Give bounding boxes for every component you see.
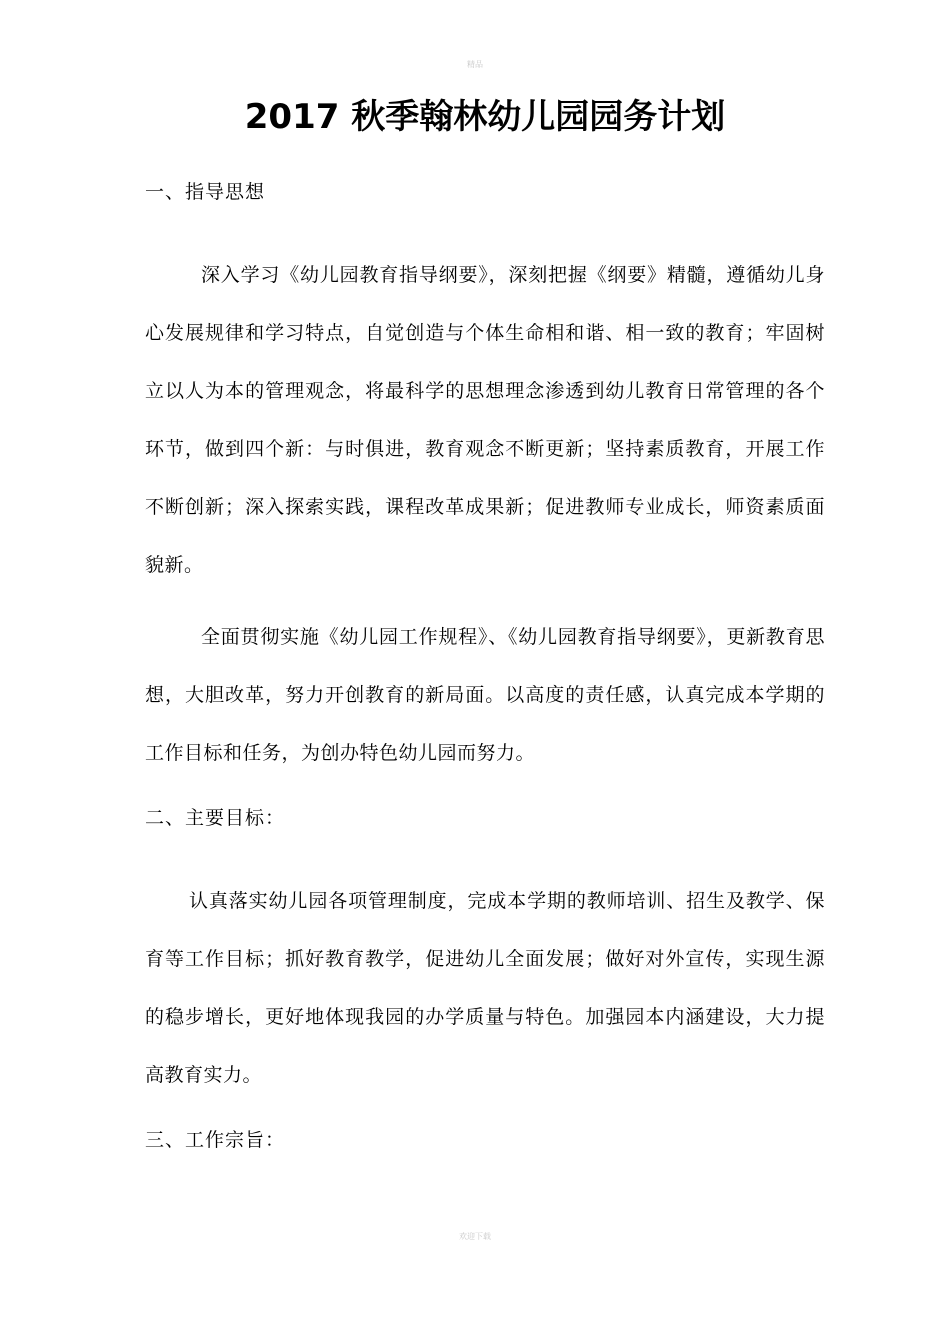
section-heading-main-goals: 二、主要目标：: [145, 807, 286, 829]
document-title: 2017 秋季翰林幼儿园园务计划: [244, 97, 726, 137]
paragraph-guiding-thought-2: 全面贯彻实施《幼儿园工作规程》、《幼儿园教育指导纲要》，更新教育思想，大胆改革，努力开创教育的新局面。以高度的责任感，认真完成本学期的工作目标和任务，为创办特色幼儿园而努力。: [145, 626, 825, 764]
document-body: [145, 170, 825, 1194]
section-heading-guiding-thought: 一、指导思想: [145, 181, 266, 203]
section-heading-work-purpose: 三、工作宗旨：: [145, 1129, 286, 1151]
paragraph-guiding-thought-1: 深入学习《幼儿园教育指导纲要》，深刻把握《纲要》精髓，遵循幼儿身心发展规律和学习特点，自觉创造与个体生命相和谐、相一致的教育；牢固树立以人为本的管理观念，将最科学的思想理念渗透到幼儿教育日常管理的各个环节，做到四个新：与时俱进，教育观念不断更新；坚持素质教育，开展工作不断创新；深入探索实践，课程改革成果新；促进教师专业成长，师资素质面貌新。: [145, 264, 825, 576]
paragraph-main-goals-1: 认真落实幼儿园各项管理制度，完成本学期的教师培训、招生及教学、保育等工作目标；抓好教育教学，促进幼儿全面发展；做好对外宣传，实现生源的稳步增长，更好地体现我园的办学质量与特色。加强园本内涵建设，大力提高教育实力。: [145, 890, 825, 1086]
footer-watermark: 欢迎下载: [459, 1232, 491, 1241]
header-watermark: 精品: [467, 60, 483, 69]
